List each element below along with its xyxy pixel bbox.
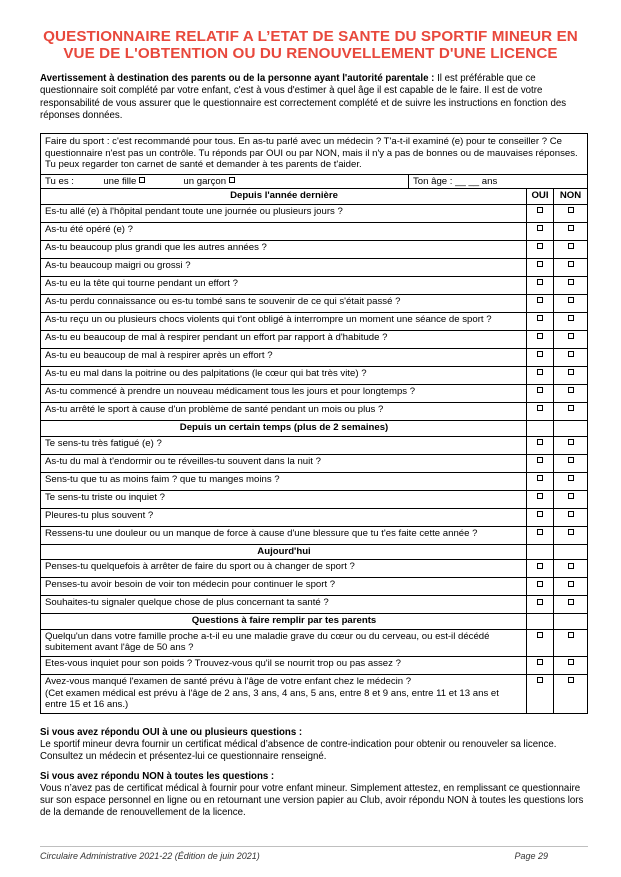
question-text: As-tu beaucoup plus grandi que les autres années ? (45, 241, 267, 253)
question-row (41, 312, 588, 330)
question-cell (41, 330, 527, 348)
no-checkbox[interactable] (568, 599, 574, 605)
warning-text: Il est préférable que ce questionnaire soit complété par votre enfant, c'est à vous d'estimer à quel âge il est capable de le faire. Il est de votre responsabilité de vous assurer que le questionnaire est correctement complété et de suivre les instructions en fonction des réponses données. (40, 73, 567, 122)
no-answer-cell (554, 656, 588, 674)
yes-column-header: OUI (527, 189, 554, 205)
yes-answer-cell (527, 348, 554, 366)
yes-checkbox[interactable] (537, 369, 543, 375)
yes-answer-cell (527, 240, 554, 258)
boy-label: un garçon (183, 175, 227, 187)
yes-checkbox[interactable] (537, 207, 543, 213)
parent-warning (40, 73, 588, 123)
question-cell (41, 258, 527, 276)
question-row (41, 330, 588, 348)
no-checkbox[interactable] (568, 659, 574, 665)
question-row (41, 526, 588, 544)
no-checkbox[interactable] (568, 405, 574, 411)
no-heading: Si vous avez répondu NON à toutes les questions : (40, 771, 275, 783)
question-text: Te sens-tu triste ou inquiet ? (45, 491, 165, 503)
question-text: As-tu eu la tête qui tourne pendant un effort ? (45, 277, 238, 289)
yes-checkbox[interactable] (537, 457, 543, 463)
question-row (41, 472, 588, 490)
yes-checkbox[interactable] (537, 475, 543, 481)
no-answer-cell (554, 436, 588, 454)
question-cell (41, 294, 527, 312)
yes-answer-cell (527, 508, 554, 526)
yes-answer-cell (527, 294, 554, 312)
question-text: Te sens-tu très fatigué (e) ? (45, 437, 162, 449)
no-checkbox[interactable] (568, 493, 574, 499)
yes-answer-cell (527, 526, 554, 544)
question-cell (41, 674, 527, 713)
question-cell (41, 454, 527, 472)
no-answer-cell (554, 348, 588, 366)
no-answer-cell (554, 490, 588, 508)
question-cell (41, 204, 527, 222)
no-checkbox[interactable] (568, 439, 574, 445)
question-text: As-tu arrêté le sport à cause d'un problème de santé pendant un mois ou plus ? (45, 403, 384, 415)
yes-answer-cell (527, 258, 554, 276)
yes-checkbox[interactable] (537, 581, 543, 587)
yes-checkbox[interactable] (537, 225, 543, 231)
question-row (41, 656, 588, 674)
no-answer-cell (554, 454, 588, 472)
intro-text: Faire du sport : c'est recommandé pour tous. En as-tu parlé avec un médecin ? T'a-t-il examiné (e) pour te conseiller ? Ce questionnaire n'est pas un contrôle. Tu réponds par OUI ou par NON, mais il n'y a pas de bonnes ou de mauvaises réponses. Tu peux regarder ton carnet de santé et demander à tes parents de t'aider. (41, 134, 588, 175)
yes-answer-cell (527, 454, 554, 472)
yes-answer-cell (527, 384, 554, 402)
no-answer-cell (554, 366, 588, 384)
question-row (41, 629, 588, 656)
yes-checkbox[interactable] (537, 563, 543, 569)
question-text: As-tu eu beaucoup de mal à respirer pendant un effort par rapport à d'habitude ? (45, 331, 388, 343)
no-checkbox[interactable] (568, 511, 574, 517)
you-are-label: Tu es : (45, 175, 74, 187)
questionnaire-table (40, 133, 588, 714)
no-answer-cell (554, 674, 588, 713)
question-cell (41, 366, 527, 384)
no-answer-cell (554, 240, 588, 258)
question-row (41, 276, 588, 294)
question-cell (41, 312, 527, 330)
no-answer-cell (554, 258, 588, 276)
yes-answer-cell (527, 472, 554, 490)
question-cell (41, 240, 527, 258)
empty-cell (554, 614, 588, 630)
no-checkbox[interactable] (568, 279, 574, 285)
question-text: Pleures-tu plus souvent ? (45, 509, 154, 521)
title-line-1: QUESTIONNAIRE RELATIF A L’ETAT DE SANTE DU SPORTIF MINEUR EN (43, 28, 578, 45)
yes-checkbox[interactable] (537, 405, 543, 411)
yes-heading: Si vous avez répondu OUI à une ou plusieurs questions : (40, 727, 303, 738)
section-title: Aujourd'hui (41, 544, 527, 560)
question-row (41, 490, 588, 508)
yes-checkbox[interactable] (537, 511, 543, 517)
question-row (41, 366, 588, 384)
girl-checkbox[interactable] (139, 177, 145, 183)
no-checkbox[interactable] (568, 297, 574, 303)
empty-cell (527, 420, 554, 436)
yes-checkbox[interactable] (537, 529, 543, 535)
question-text: Souhaites-tu signaler quelque chose de plus concernant ta santé ? (45, 597, 329, 609)
question-row (41, 222, 588, 240)
no-answer-cell (554, 472, 588, 490)
question-text: As-tu été opéré (e) ? (45, 223, 133, 235)
page-footer (40, 851, 548, 861)
yes-checkbox[interactable] (537, 333, 543, 339)
question-text: Penses-tu avoir besoin de voir ton médecin pour continuer le sport ? (45, 579, 336, 591)
question-text: Quelqu'un dans votre famille proche a-t-il eu une maladie grave du cœur ou du cerveau, ou est-il décédé subitement avant l'âge de 50 ans ? (45, 630, 490, 654)
question-row (41, 560, 588, 578)
question-text: Penses-tu quelquefois à arrêter de faire du sport ou à changer de sport ? (45, 561, 355, 573)
question-cell (41, 348, 527, 366)
no-answer-cell (554, 222, 588, 240)
section-header-row (41, 614, 588, 630)
yes-answer-cell (527, 436, 554, 454)
no-checkbox[interactable] (568, 261, 574, 267)
yes-checkbox[interactable] (537, 632, 543, 638)
question-row (41, 674, 588, 713)
yes-answer-cell (527, 490, 554, 508)
question-cell (41, 402, 527, 420)
yes-checkbox[interactable] (537, 493, 543, 499)
yes-text: Le sportif mineur devra fournir un certificat médical d’absence de contre-indication pour obtenir ou renouveler sa licence. Consultez un médecin et présentez-lui ce questionnaire renseigné. (40, 738, 557, 762)
yes-checkbox[interactable] (537, 297, 543, 303)
question-cell (41, 629, 527, 656)
no-answer-cell (554, 402, 588, 420)
question-text: As-tu beaucoup maigri ou grossi ? (45, 259, 191, 271)
yes-answer-cell (527, 578, 554, 596)
question-cell (41, 490, 527, 508)
no-checkbox[interactable] (568, 581, 574, 587)
section-title: Depuis l'année dernière (41, 189, 527, 205)
question-row (41, 258, 588, 276)
question-cell (41, 560, 527, 578)
yes-answer-cell (527, 629, 554, 656)
no-column-header: NON (554, 189, 588, 205)
yes-answer-cell (527, 222, 554, 240)
question-cell (41, 526, 527, 544)
no-answer-cell (554, 526, 588, 544)
question-text: Ressens-tu une douleur ou un manque de force à cause d'une blessure que tu t'es faite cette année ? (45, 527, 478, 539)
yes-checkbox[interactable] (537, 439, 543, 445)
empty-cell (554, 544, 588, 560)
question-text: As-tu eu mal dans la poitrine ou des palpitations (le cœur qui bat très vite) ? (45, 367, 367, 379)
question-row (41, 240, 588, 258)
identity-row (41, 174, 588, 189)
no-answer-cell (554, 578, 588, 596)
question-cell (41, 656, 527, 674)
yes-answer-cell (527, 204, 554, 222)
question-cell (41, 384, 527, 402)
no-answer-cell (554, 596, 588, 614)
question-text: As-tu reçu un ou plusieurs chocs violents qui t'ont obligé à interrompre un moment une séance de sport ? (45, 313, 492, 325)
no-checkbox[interactable] (568, 243, 574, 249)
no-checkbox[interactable] (568, 632, 574, 638)
yes-checkbox[interactable] (537, 315, 543, 321)
question-row (41, 508, 588, 526)
section-title: Questions à faire remplir par tes parents (41, 614, 527, 630)
warning-heading: Avertissement à destination des parents ou de la personne ayant l'autorité parentale : (40, 73, 435, 84)
yes-checkbox[interactable] (537, 599, 543, 605)
yes-answer-cell (527, 674, 554, 713)
no-answer-cell (554, 312, 588, 330)
no-checkbox[interactable] (568, 677, 574, 683)
question-row (41, 204, 588, 222)
yes-answer-cell (527, 276, 554, 294)
yes-checkbox[interactable] (537, 659, 543, 665)
question-note: (Cet examen médical est prévu à l'âge de 2 ans, 3 ans, 4 ans, 5 ans, entre 8 et 9 ans, entre 11 et 13 ans et entre 15 et 16 ans.) (45, 687, 499, 711)
yes-checkbox[interactable] (537, 279, 543, 285)
yes-answer-cell (527, 596, 554, 614)
question-text: Avez-vous manqué l'examen de santé prévu à l'âge de votre enfant chez le médecin ? (45, 675, 412, 687)
question-cell (41, 222, 527, 240)
question-cell (41, 508, 527, 526)
question-cell (41, 276, 527, 294)
no-checkbox[interactable] (568, 529, 574, 535)
section-title: Depuis un certain temps (plus de 2 semaines) (41, 420, 527, 436)
question-text: As-tu eu beaucoup de mal à respirer après un effort ? (45, 349, 273, 361)
yes-answer-cell (527, 560, 554, 578)
question-row (41, 348, 588, 366)
no-checkbox[interactable] (568, 563, 574, 569)
question-row (41, 596, 588, 614)
no-answer-cell (554, 508, 588, 526)
yes-checkbox[interactable] (537, 261, 543, 267)
yes-answer-cell (527, 312, 554, 330)
question-cell (41, 578, 527, 596)
page-title (20, 28, 601, 62)
no-checkbox[interactable] (568, 369, 574, 375)
section-header-row (41, 420, 588, 436)
no-checkbox[interactable] (568, 457, 574, 463)
question-row (41, 454, 588, 472)
girl-label: une fille (103, 175, 137, 187)
no-answer-cell (554, 330, 588, 348)
question-text: Sens-tu que tu as moins faim ? que tu manges moins ? (45, 473, 280, 485)
question-text: As-tu commencé à prendre un nouveau médicament tous les jours et pour longtemps ? (45, 385, 416, 397)
boy-checkbox[interactable] (229, 177, 235, 183)
no-checkbox[interactable] (568, 207, 574, 213)
question-cell (41, 472, 527, 490)
no-checkbox[interactable] (568, 387, 574, 393)
question-row (41, 402, 588, 420)
section-header-row (41, 544, 588, 560)
question-text: As-tu perdu connaissance ou es-tu tombé sans te souvenir de ce qui s'était passé ? (45, 295, 401, 307)
question-text: As-tu du mal à t'endormir ou te réveilles-tu souvent dans la nuit ? (45, 455, 321, 467)
question-row (41, 294, 588, 312)
no-answer-cell (554, 629, 588, 656)
question-row (41, 578, 588, 596)
question-cell (41, 596, 527, 614)
yes-answer-cell (527, 402, 554, 420)
no-checkbox[interactable] (568, 475, 574, 481)
empty-cell (527, 544, 554, 560)
yes-checkbox[interactable] (537, 351, 543, 357)
no-answer-cell (554, 204, 588, 222)
question-row (41, 436, 588, 454)
no-answer-cell (554, 560, 588, 578)
yes-checkbox[interactable] (537, 387, 543, 393)
footer-divider (40, 846, 588, 847)
no-checkbox[interactable] (568, 315, 574, 321)
yes-answer-cell (527, 330, 554, 348)
yes-answer-cell (527, 656, 554, 674)
no-text: Vous n’avez pas de certificat médical à fournir pour votre enfant mineur. Simplement attestez, en remplissant ce questionnaire sur son espace personnel en ligne ou en retournant une version papier au Club, avoir répondu NON à toutes les questions lors de la demande de renouvellement de la licence. (40, 783, 584, 818)
no-checkbox[interactable] (568, 351, 574, 357)
title-line-2: VUE DE L'OBTENTION OU DU RENOUVELLEMENT D'UNE LICENCE (63, 45, 558, 62)
age-field[interactable]: Ton âge : __ __ ans (413, 175, 498, 187)
instructions (40, 727, 588, 819)
no-checkbox[interactable] (568, 333, 574, 339)
empty-cell (554, 420, 588, 436)
no-answer-cell (554, 276, 588, 294)
question-text: Etes-vous inquiet pour son poids ? Trouvez-vous qu'il se nourrit trop ou pas assez ? (45, 657, 401, 669)
yes-checkbox[interactable] (537, 677, 543, 683)
no-answer-cell (554, 294, 588, 312)
no-checkbox[interactable] (568, 225, 574, 231)
question-text: Es-tu allé (e) à l'hôpital pendant toute une journée ou plusieurs jours ? (45, 205, 343, 217)
yes-answer-cell (527, 366, 554, 384)
footer-reference: Circulaire Administrative 2021-22 (Édition de juin 2021) (40, 851, 260, 861)
empty-cell (527, 614, 554, 630)
no-answer-cell (554, 384, 588, 402)
question-row (41, 384, 588, 402)
page-number: Page 29 (514, 851, 548, 861)
yes-checkbox[interactable] (537, 243, 543, 249)
section-header-row (41, 189, 588, 205)
question-cell (41, 436, 527, 454)
